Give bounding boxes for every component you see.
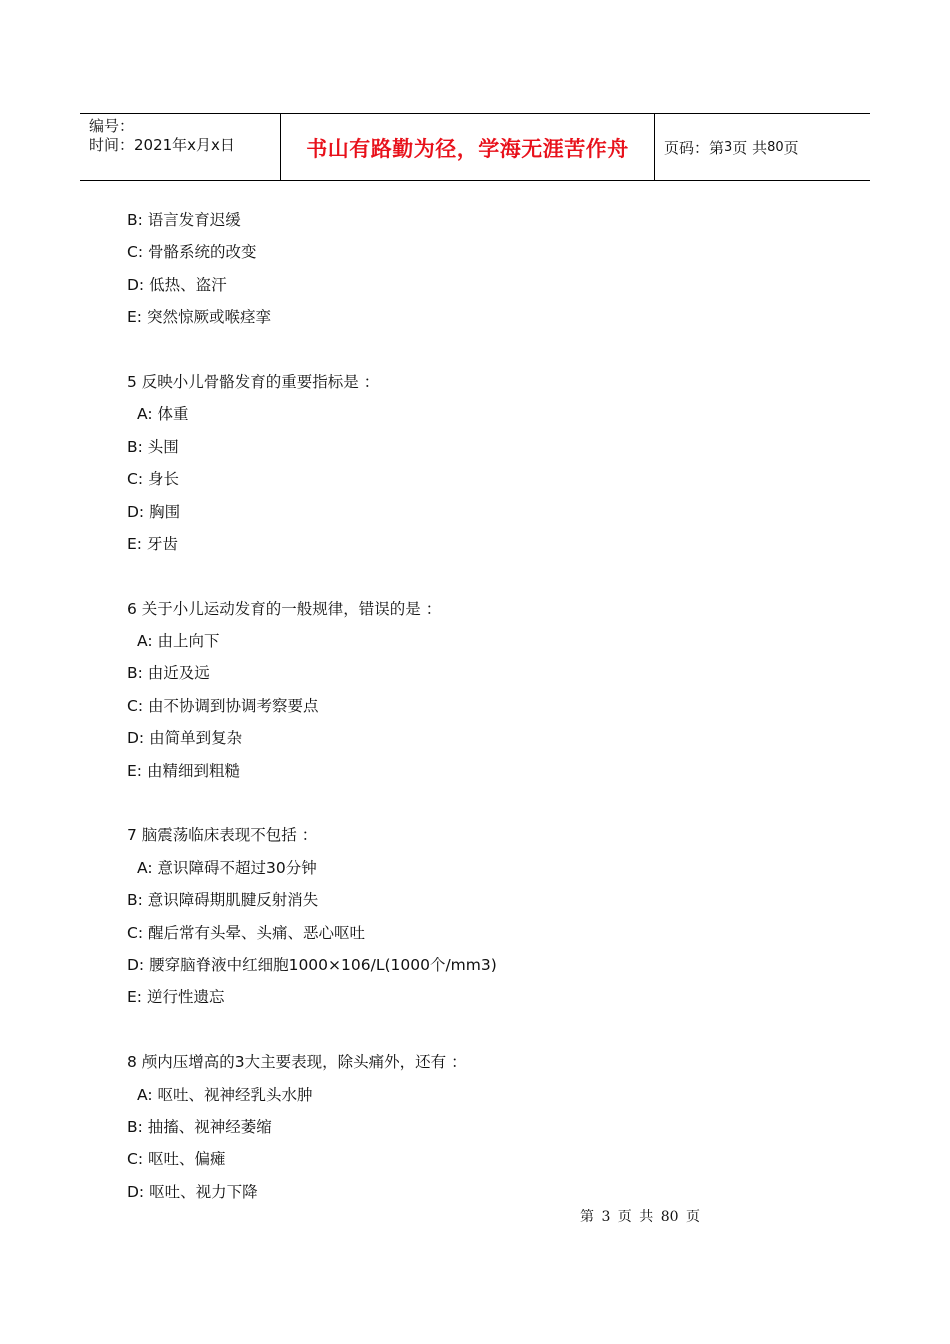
question-text: 6 关于小儿运动发育的一般规律，错误的是 ：: [127, 599, 442, 618]
page-footer: 第 3 页 共 80 页: [580, 1209, 700, 1225]
answer-option: C: 醒后常有头晕、头痛、恶心呕吐: [127, 923, 365, 942]
header-meta: [89, 117, 235, 155]
answer-option: C: 呕吐、偏瘫: [127, 1150, 226, 1169]
answer-option: E: 由精细到粗糙: [127, 761, 240, 780]
header-divider-right: [654, 114, 655, 180]
answer-option: B: 语言发育迟缓: [127, 211, 241, 229]
page-number: 3: [724, 140, 733, 155]
answer-option: C: 骨骼系统的改变: [127, 243, 257, 262]
answer-option: C: 身长: [127, 470, 179, 489]
question-text: 8 颅内压增高的3大主要表现，除头痛外，还有 ：: [127, 1053, 467, 1072]
answer-option: B: 头围: [127, 437, 179, 456]
answer-option: E: 牙齿: [127, 534, 178, 553]
page-prefix: 页码：第: [664, 139, 725, 157]
answer-option: D: 低热、盗汗: [127, 275, 227, 294]
page-suffix: 页: [783, 139, 799, 157]
answer-option: D: 由简单到复杂: [127, 729, 243, 748]
header-motto: 书山有路勤为径，学海无涯苦作舟: [306, 136, 629, 161]
question-text: 5 反映小儿骨骼发育的重要指标是 ：: [127, 372, 380, 391]
page-total: 80: [767, 140, 784, 155]
answer-option: E: 逆行性遗忘: [127, 988, 225, 1007]
answer-option: D: 腰穿脑脊液中红细胞1000×106/L(1000个/mm3): [127, 955, 497, 974]
answer-option: D: 呕吐、视力下降: [127, 1182, 258, 1201]
answer-option: A: 意识障碍不超过30分钟: [137, 858, 317, 877]
paragraph-gap: [127, 787, 827, 819]
document-number-label: 编号：: [89, 117, 135, 135]
paragraph-gap: [127, 334, 827, 366]
answer-option: A: 体重: [137, 405, 189, 424]
question-text: 7 脑震荡临床表现不包括 ：: [127, 826, 318, 845]
answer-option: E: 突然惊厥或喉痉挛: [127, 308, 271, 327]
answer-option: C: 由不协调到协调考察要点: [127, 696, 319, 715]
answer-option: A: 由上向下: [137, 632, 220, 651]
answer-option: B: 由近及远: [127, 664, 210, 683]
answer-option: B: 意识障碍期肌腱反射消失: [127, 891, 319, 910]
question-list: [127, 204, 827, 1208]
paragraph-gap: [127, 1014, 827, 1046]
answer-option: D: 胸围: [127, 502, 181, 521]
page-header: [80, 113, 870, 181]
answer-option: A: 呕吐、视神经乳头水肿: [137, 1085, 313, 1104]
page-mid: 页 共: [732, 139, 768, 157]
answer-option: B: 抽搐、视神经萎缩: [127, 1117, 272, 1136]
document-time-label: 时间：2021年x月x日: [89, 136, 235, 154]
header-page-info: [664, 114, 799, 181]
paragraph-gap: [127, 560, 827, 592]
